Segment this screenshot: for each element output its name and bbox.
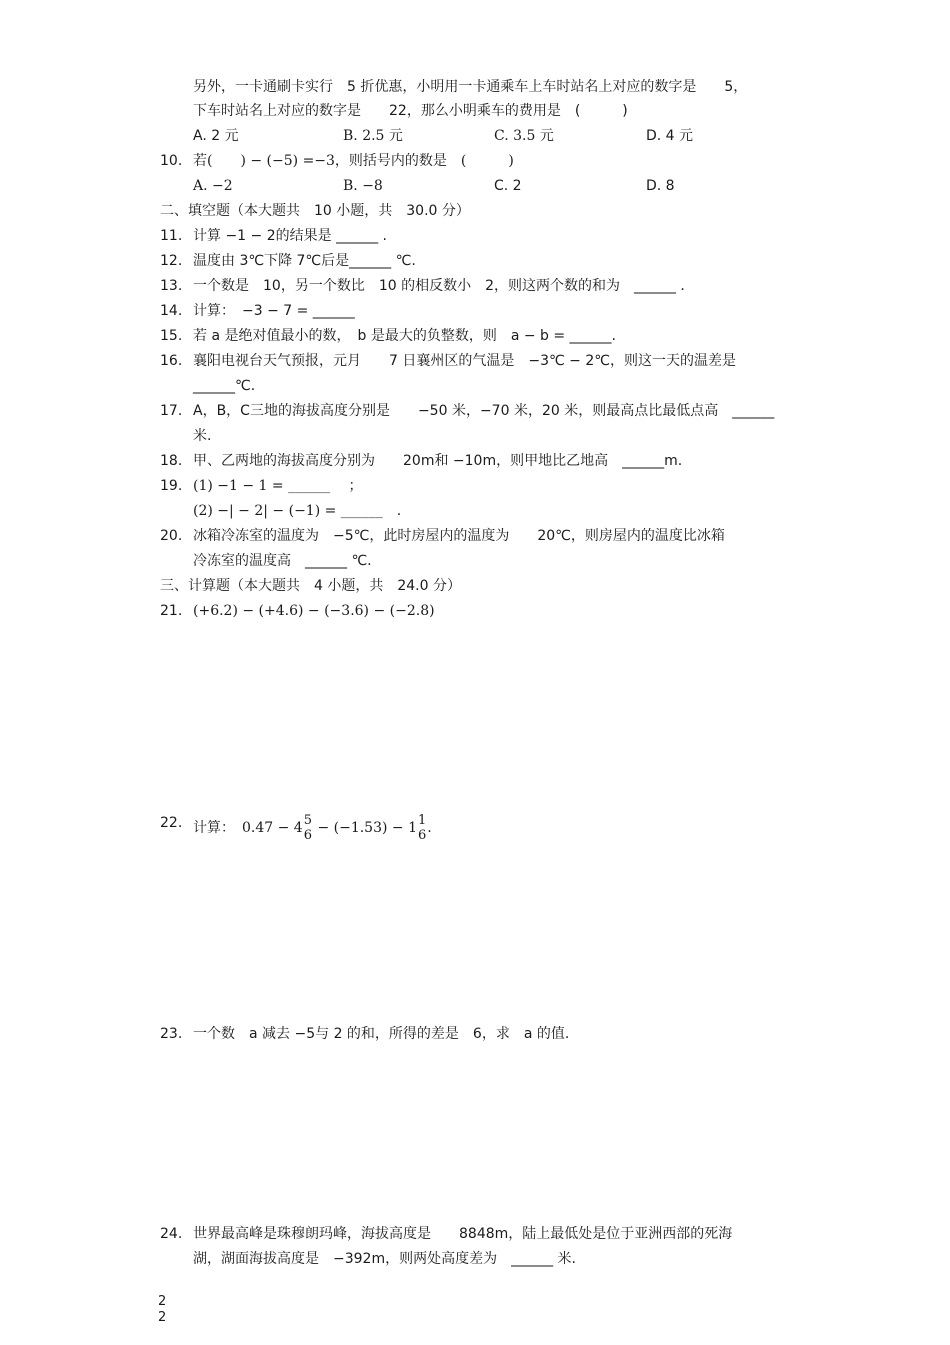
q21-expression: (+6.2) − (+4.6) − (−3.6) − (−2.8) bbox=[193, 603, 435, 619]
q22-fraction-2-numerator: 1 bbox=[418, 813, 427, 828]
q20-line1: 冰箱冷冻室的温度为 −5℃，此时房屋内的温度为 20℃，则房屋内的温度比冰箱 bbox=[193, 528, 725, 544]
q22-fraction-2-denominator: 6 bbox=[418, 828, 427, 843]
q10-option-a: A. −2 bbox=[193, 178, 233, 194]
q9-option-d: D. 4 元 bbox=[646, 128, 694, 144]
q12-text: 温度由 3℃下降 7℃后是______ ℃. bbox=[193, 253, 416, 269]
q14-number: 14. bbox=[160, 303, 183, 319]
q12-number: 12. bbox=[160, 253, 183, 269]
q9-option-c: C. 3.5 元 bbox=[494, 128, 554, 144]
q24-line2: 湖，湖面海拔高度是 −392m，则两处高度差为 ______ 米. bbox=[193, 1251, 576, 1267]
q11-number: 11. bbox=[160, 228, 183, 244]
q9-option-b: B. 2.5 元 bbox=[343, 128, 403, 144]
q19-number: 19. bbox=[160, 478, 183, 494]
q23-text: 一个数 a 减去 −5与 2 的和，所得的差是 6，求 a 的值. bbox=[193, 1026, 570, 1042]
q16-line2: ______℃. bbox=[193, 378, 256, 394]
q10-option-c: C. 2 bbox=[494, 178, 522, 194]
q16-number: 16. bbox=[160, 353, 183, 369]
q15-number: 15. bbox=[160, 328, 183, 344]
q15-text: 若 a 是绝对值最小的数， b 是最大的负整数，则 a − b = ______. bbox=[193, 328, 616, 344]
q17-line1: A，B，C三地的海拔高度分别是 −50 米，−70 米，20 米，则最高点比最低点高 ______ bbox=[193, 403, 775, 419]
q9-option-a: A. 2 元 bbox=[193, 128, 239, 144]
q21-number: 21. bbox=[160, 603, 183, 619]
q22-suffix: . bbox=[427, 820, 432, 836]
q10-number: 10. bbox=[160, 153, 183, 169]
q22-fraction-1-denominator: 6 bbox=[303, 828, 312, 843]
page-number-line1: 2 bbox=[158, 1294, 167, 1309]
page-number-line2: 2 bbox=[158, 1310, 167, 1325]
q17-number: 17. bbox=[160, 403, 183, 419]
q22-expression bbox=[193, 813, 432, 843]
q22-number: 22. bbox=[160, 815, 183, 831]
q14-text: 计算： −3 − 7 = ______ bbox=[193, 303, 355, 319]
q22-fraction-1 bbox=[304, 813, 312, 843]
q13-text: 一个数是 10，另一个数比 10 的相反数小 2，则这两个数的和为 ______ . bbox=[193, 278, 685, 294]
q17-line2: 米. bbox=[193, 428, 212, 444]
q19-line2: (2) −| − 2| − (−1) = ______ . bbox=[193, 503, 402, 519]
q24-number: 24. bbox=[160, 1226, 183, 1242]
q10-option-b: B. −8 bbox=[343, 178, 383, 194]
q22-fraction-1-numerator: 5 bbox=[303, 813, 312, 828]
q23-number: 23. bbox=[160, 1026, 183, 1042]
q22-prefix: 计算： 0.47 − 4 bbox=[193, 820, 303, 836]
q10-option-d: D. 8 bbox=[646, 178, 675, 194]
q20-line2: 冷冻室的温度高 ______ ℃. bbox=[193, 553, 372, 569]
section-heading-calculation: 三、计算题（本大题共 4 小题，共 24.0 分） bbox=[160, 578, 461, 594]
q19-line1: (1) −1 − 1 = ______ ； bbox=[193, 478, 363, 494]
section-heading-fill-in: 二、填空题（本大题共 10 小题，共 30.0 分） bbox=[160, 203, 470, 219]
q13-number: 13. bbox=[160, 278, 183, 294]
q9-line2: 下车时站名上对应的数字是 22，那么小明乘车的费用是 ( ) bbox=[193, 103, 628, 119]
q16-line1: 襄阳电视台天气预报，元月 7 日襄州区的气温是 −3℃ − 2℃，则这一天的温差是 bbox=[193, 353, 736, 369]
q9-line1: 另外，一卡通刷卡实行 5 折优惠，小明用一卡通乘车上车时站名上对应的数字是 5， bbox=[193, 79, 748, 95]
q10-stem: 若( ) − (−5) =−3，则括号内的数是 ( ) bbox=[193, 153, 514, 169]
q24-line1: 世界最高峰是珠穆朗玛峰，海拔高度是 8848m，陆上最低处是位于亚洲西部的死海 bbox=[193, 1226, 733, 1242]
q22-fraction-2 bbox=[418, 813, 426, 843]
q18-text: 甲、乙两地的海拔高度分别为 20m和 −10m，则甲地比乙地高 ______m. bbox=[193, 453, 683, 469]
q11-text: 计算 −1 − 2的结果是 ______ . bbox=[193, 228, 387, 244]
q20-number: 20. bbox=[160, 528, 183, 544]
q22-middle: − (−1.53) − 1 bbox=[313, 820, 417, 836]
q18-number: 18. bbox=[160, 453, 183, 469]
